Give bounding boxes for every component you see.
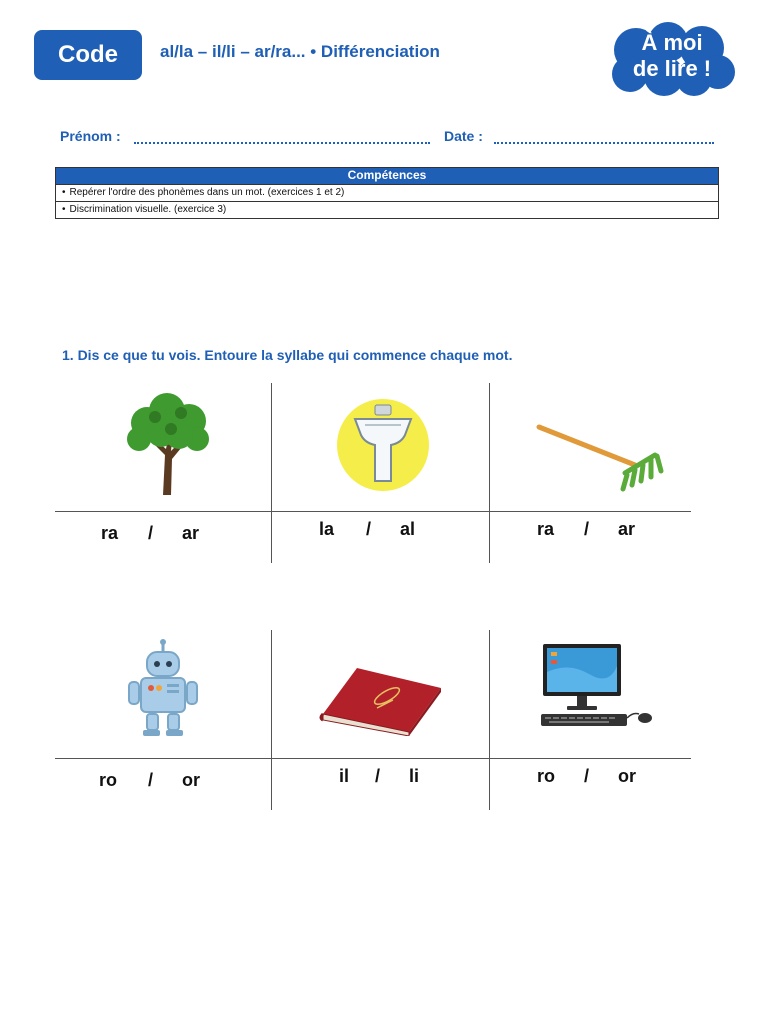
logo-line-1: À moi [641,30,703,55]
competences-heading: Compétences [56,168,718,184]
prenom-label: Prénom : [60,128,121,144]
exercise-cell-sink [273,383,491,563]
syllable-choices [273,519,491,547]
tree-icon [117,389,217,499]
bullet-icon: • [62,204,66,215]
bullet-icon: • [62,187,66,198]
competence-text: Repérer l'ordre des phonèmes dans un mot. (exercices 1 et 2) [69,187,345,198]
separator: / [584,519,590,539]
syllable-option[interactable]: li [409,766,420,786]
exercise-1-title: 1. Dis ce que tu vois. Entoure la syllabe qui commence chaque mot. [62,347,513,363]
separator: / [148,770,154,790]
syllable-choices [491,766,709,794]
syllable-option[interactable]: ra [537,519,555,539]
competences-table [55,167,719,219]
sink-icon [335,395,431,495]
logo [608,22,736,98]
exercise-cell-robot [55,630,273,810]
syllable-option[interactable]: ro [537,766,555,786]
syllable-choices [55,523,273,547]
competence-item [56,201,718,218]
syllable-option[interactable]: ro [99,770,117,790]
syllable-option[interactable]: ar [182,523,200,543]
syllable-option[interactable]: or [618,766,636,786]
exercise-grid-row-2 [55,630,691,810]
exercise-cell-book [273,630,491,810]
syllable-choices [273,766,491,794]
syllable-option[interactable]: al [400,519,416,539]
syllable-option[interactable]: or [182,770,200,790]
exercise-cell-computer [491,630,709,810]
syllable-option[interactable]: ra [101,523,119,543]
date-field[interactable] [494,142,714,144]
separator: / [375,766,381,786]
logo-line-2: de lire ! [632,56,712,81]
syllable-choices [491,519,709,547]
date-label: Date : [444,128,483,144]
prenom-field[interactable] [134,142,430,144]
separator: / [584,766,590,786]
page-title: al/la – il/li – ar/ra... • Différenciation [160,42,440,61]
code-badge: Code [34,30,142,80]
exercise-cell-rake [491,383,709,563]
book-icon [317,660,445,736]
syllable-choices [55,770,273,794]
robot-icon [123,638,203,742]
competence-item [56,184,718,201]
exercise-grid-row-1 [55,383,691,563]
competence-text: Discrimination visuelle. (exercice 3) [69,204,227,215]
computer-icon [539,642,659,730]
syllable-option[interactable]: la [319,519,335,539]
separator: / [148,523,154,543]
syllable-option[interactable]: ar [618,519,636,539]
rake-icon [535,419,671,499]
student-fields [60,128,720,148]
syllable-option[interactable]: il [339,766,350,786]
exercise-cell-tree [55,383,273,563]
separator: / [366,519,372,539]
